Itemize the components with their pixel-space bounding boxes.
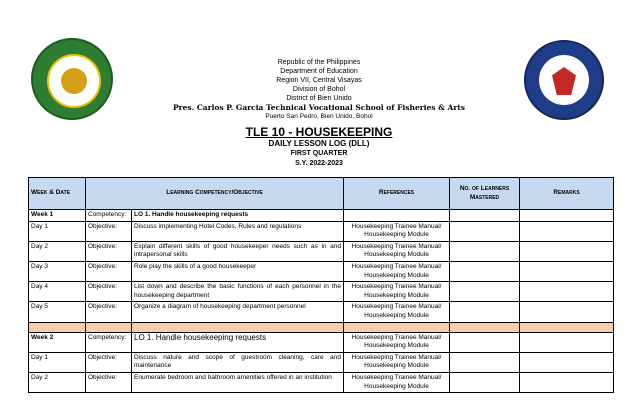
spacer-row — [29, 322, 614, 332]
row-ref: Housekeeping Trainee Manual/ Housekeeping Module — [344, 241, 450, 261]
table-row — [29, 282, 614, 302]
table-row — [29, 302, 614, 322]
row-text: LO 1. Handle housekeeping requests — [132, 210, 344, 222]
header-line-3: Region VII, Central Visayas — [276, 77, 362, 84]
row-remarks[interactable] — [520, 241, 614, 261]
row-ref — [344, 210, 450, 222]
row-day: Day 5 — [29, 302, 86, 322]
table-row — [29, 332, 614, 352]
row-type: Competency: — [86, 210, 132, 222]
row-day: Day 2 — [29, 241, 86, 261]
row-ref: Housekeeping Trainee Manual/ Housekeeping Module — [344, 302, 450, 322]
row-learners[interactable] — [450, 261, 520, 281]
row-type: Objective: — [86, 261, 132, 281]
header-references: References — [344, 178, 450, 210]
spacer-cell — [450, 322, 520, 332]
header-week-date: Week & Date — [29, 178, 86, 210]
lesson-log-table — [28, 177, 614, 393]
spacer-cell — [86, 322, 132, 332]
row-type: Objective: — [86, 352, 132, 372]
subtitle: DAILY LESSON LOG (DLL) — [268, 139, 370, 148]
row-learners[interactable] — [450, 372, 520, 392]
table-row — [29, 221, 614, 241]
row-remarks[interactable] — [520, 332, 614, 352]
table-row — [29, 261, 614, 281]
row-remarks[interactable] — [520, 221, 614, 241]
row-ref: Housekeeping Trainee Manual/ Housekeeping Module — [344, 352, 450, 372]
row-learners[interactable] — [450, 352, 520, 372]
row-ref: Housekeeping Trainee Manual/ Housekeeping Module — [344, 372, 450, 392]
row-day: Week 2 — [29, 332, 86, 352]
row-type: Objective: — [86, 282, 132, 302]
spacer-cell — [29, 322, 86, 332]
page-title: TLE 10 - HOUSEKEEPING — [245, 125, 393, 139]
row-learners[interactable] — [450, 210, 520, 222]
row-type: Objective: — [86, 241, 132, 261]
row-remarks[interactable] — [520, 352, 614, 372]
row-day: Day 2 — [29, 372, 86, 392]
spacer-cell — [344, 322, 450, 332]
row-text: List down and describe the basic functions of each personnel in the housekeeping department — [132, 282, 344, 302]
row-day: Day 3 — [29, 261, 86, 281]
row-type: Objective: — [86, 372, 132, 392]
row-learners[interactable] — [450, 302, 520, 322]
row-learners[interactable] — [450, 282, 520, 302]
row-learners[interactable] — [450, 241, 520, 261]
row-text: Discuss implementing Hotel Codes, Rules and regulations — [132, 221, 344, 241]
row-remarks[interactable] — [520, 372, 614, 392]
header-line-5: District of Bien Unido — [286, 95, 352, 102]
row-day: Day 1 — [29, 221, 86, 241]
row-ref: Housekeeping Trainee Manual/ Housekeeping Module — [344, 282, 450, 302]
row-remarks[interactable] — [520, 261, 614, 281]
table-header-row — [29, 178, 614, 210]
school-name: Pres. Carlos P. Garcia Technical Vocational School of Fisheries & Arts — [173, 103, 465, 112]
row-remarks[interactable] — [520, 302, 614, 322]
header-line-2: Department of Education — [280, 68, 358, 75]
table-row — [29, 372, 614, 392]
row-day: Day 4 — [29, 282, 86, 302]
header-competency: Learning Competency/Objective — [86, 178, 344, 210]
row-text: Role play the skills of a good housekeeper — [132, 261, 344, 281]
header-remarks: Remarks — [520, 178, 614, 210]
row-learners[interactable] — [450, 332, 520, 352]
row-remarks[interactable] — [520, 282, 614, 302]
quarter: FIRST QUARTER — [290, 150, 348, 157]
table-row — [29, 352, 614, 372]
spacer-cell — [132, 322, 344, 332]
row-ref: Housekeeping Trainee Manual/ Housekeeping Module — [344, 261, 450, 281]
row-learners[interactable] — [450, 221, 520, 241]
row-type: Competency: — [86, 332, 132, 352]
row-type: Objective: — [86, 221, 132, 241]
row-type: Objective: — [86, 302, 132, 322]
school-year: S.Y. 2022-2023 — [295, 160, 343, 167]
row-ref: Housekeeping Trainee Manual/ Housekeeping Module — [344, 332, 450, 352]
row-text: Discuss nature and scope of guestroom cleaning, care and maintenance — [132, 352, 344, 372]
row-text: LO 1. Handle housekeeping requests — [132, 332, 344, 352]
school-address: Puerto San Pedro, Bien Unido, Bohol — [265, 113, 373, 120]
row-text: Organize a diagram of housekeeping department personnel — [132, 302, 344, 322]
row-text: Enumerate bedroom and bathroom amenities offered in an institution — [132, 372, 344, 392]
header-learners: No. of Learners Mastered — [450, 178, 520, 210]
row-text: Explain different skills of good housekeeper needs such as in and intrapersonal skills — [132, 241, 344, 261]
row-remarks[interactable] — [520, 210, 614, 222]
row-day: Day 1 — [29, 352, 86, 372]
row-day: Week 1 — [29, 210, 86, 222]
header-line-4: Division of Bohol — [292, 86, 346, 93]
spacer-cell — [520, 322, 614, 332]
header-line-1: Republic of the Philippines — [277, 59, 361, 66]
row-ref: Housekeeping Trainee Manual/ Housekeeping Module — [344, 221, 450, 241]
table-row — [29, 210, 614, 222]
table-row — [29, 241, 614, 261]
